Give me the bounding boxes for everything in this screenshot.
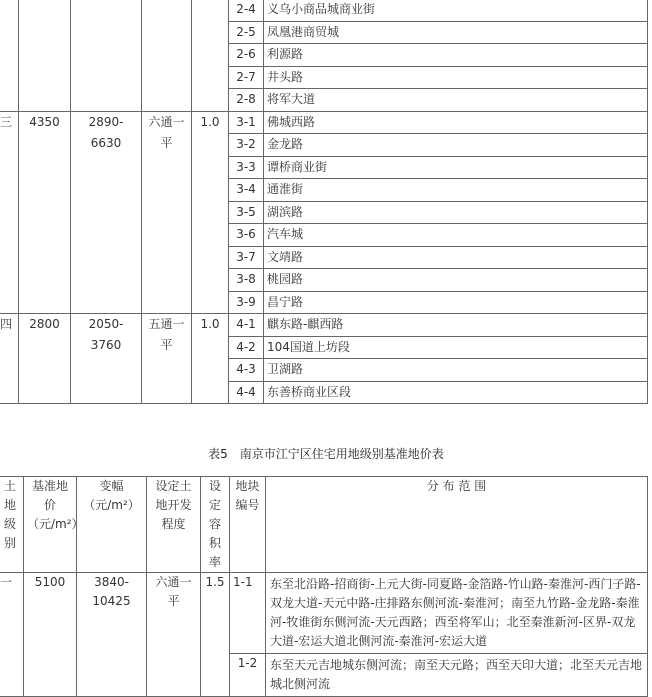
block-code: 3-8: [229, 269, 264, 292]
block-code: 4-3: [229, 359, 264, 382]
block-code: 3-2: [229, 134, 264, 157]
land-price-table-residential: [0, 476, 648, 697]
block-code: 1-1: [230, 573, 266, 654]
header-range: 变幅（元/m²）: [77, 477, 147, 573]
block-code: 2-4: [229, 0, 264, 21]
block-area: 井头路: [264, 66, 648, 89]
block-area: 文靖路: [264, 246, 648, 269]
block-code: 3-1: [229, 111, 264, 134]
block-code: 3-7: [229, 246, 264, 269]
block-area: 昌宁路: [264, 291, 648, 314]
block-area: 卫湖路: [264, 359, 648, 382]
range-cell: 2050-3760: [71, 314, 142, 404]
block-code: 2-6: [229, 44, 264, 67]
block-area: 湖滨路: [264, 201, 648, 224]
dev-cell: 五通一平: [142, 314, 192, 404]
table-row: [0, 573, 648, 654]
block-area: 利源路: [264, 44, 648, 67]
block-area: 麒东路-麒西路: [264, 314, 648, 337]
block-area: 金龙路: [264, 134, 648, 157]
table-header-row: [0, 477, 648, 573]
table-row: [0, 314, 648, 337]
block-area: 谭桥商业街: [264, 156, 648, 179]
block-area: 将军大道: [264, 89, 648, 112]
block-code: 3-9: [229, 291, 264, 314]
far-cell: 1.5: [201, 573, 230, 697]
range-cell: [71, 0, 142, 111]
price-cell: [19, 0, 71, 111]
range-cell: 3840-10425: [77, 573, 147, 697]
block-area: 东至天元吉地城东侧河流；南至天元路；西至天印大道；北至天元吉地城北侧河流: [266, 654, 648, 697]
block-code: 3-5: [229, 201, 264, 224]
price-cell: 4350: [19, 111, 71, 314]
block-area: 通淮街: [264, 179, 648, 202]
block-area: 凤凰港商贸城: [264, 21, 648, 44]
header-level: 土地级别: [0, 477, 24, 573]
block-code: 2-8: [229, 89, 264, 112]
block-area: 义乌小商品城商业街: [264, 0, 648, 21]
range-cell: 2890-6630: [71, 111, 142, 314]
dev-cell: [142, 0, 192, 111]
block-code: 4-4: [229, 381, 264, 404]
price-cell: 2800: [19, 314, 71, 404]
level-cell: [0, 0, 19, 111]
header-code: 地块编号: [230, 477, 266, 573]
block-code: 1-2: [230, 654, 266, 697]
block-code: 4-1: [229, 314, 264, 337]
block-area: 佛城西路: [264, 111, 648, 134]
header-price: 基准地价（元/m²）: [24, 477, 77, 573]
block-code: 2-7: [229, 66, 264, 89]
table-row: [0, 111, 648, 134]
block-code: 3-6: [229, 224, 264, 247]
dev-cell: 六通一平: [147, 573, 201, 697]
header-far: 设定容积率: [201, 477, 230, 573]
block-area: 东至北沿路-招商街-上元大街-同夏路-金箔路-竹山路-秦淮河-西门子路-双龙大道-天元中路-庄排路东侧河流-秦淮河；南至九竹路-金龙路-秦淮河-牧谁街东侧河流-天元西路；西至将军山；北至秦淮新河-区界-双龙大道-宏运大道北侧河流-秦淮河-宏运大道: [266, 573, 648, 654]
far-cell: [192, 0, 229, 111]
level-cell: 三: [0, 111, 19, 314]
header-area: 分 布 范 围: [266, 477, 648, 573]
level-cell: 四: [0, 314, 19, 404]
header-dev: 设定土地开发程度: [147, 477, 201, 573]
block-area: 104国道上坊段: [264, 336, 648, 359]
block-area: 东善桥商业区段: [264, 381, 648, 404]
level-cell: 一: [0, 573, 24, 697]
block-code: 2-5: [229, 21, 264, 44]
far-cell: 1.0: [192, 111, 229, 314]
block-code: 4-2: [229, 336, 264, 359]
block-area: 汽车城: [264, 224, 648, 247]
block-area: 桃园路: [264, 269, 648, 292]
table-row: [0, 0, 648, 21]
block-code: 3-4: [229, 179, 264, 202]
price-cell: 5100: [24, 573, 77, 697]
table-caption: 表5 南京市江宁区住宅用地级别基准地价表: [208, 447, 444, 461]
far-cell: 1.0: [192, 314, 229, 404]
block-code: 3-3: [229, 156, 264, 179]
dev-cell: 六通一平: [142, 111, 192, 314]
